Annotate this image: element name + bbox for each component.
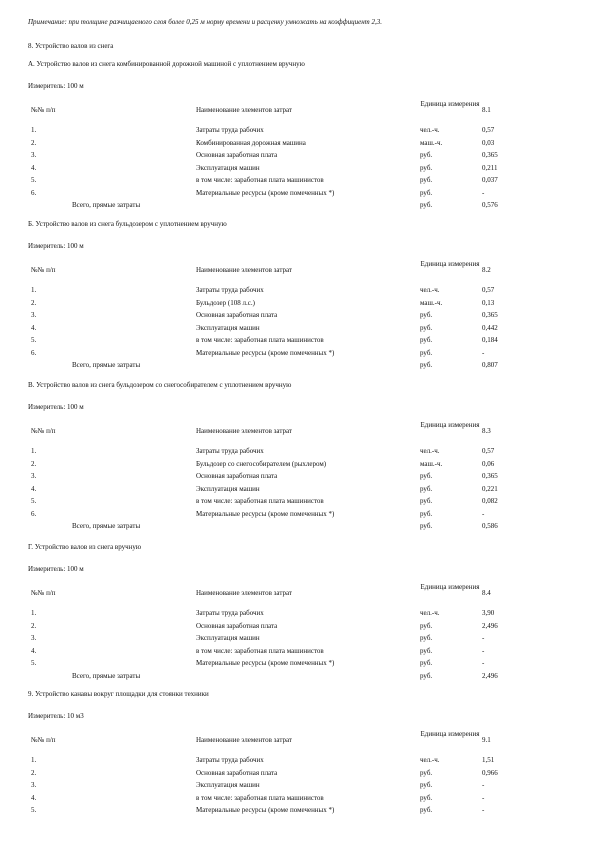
row-number: 3.	[31, 781, 37, 789]
header-name: Наименование элементов затрат	[196, 106, 292, 114]
header-num: №№ п/п	[31, 266, 56, 274]
row-number: 3.	[31, 311, 37, 319]
row-number: 4.	[31, 163, 37, 172]
row-unit: руб.	[420, 621, 433, 630]
row-name: Бульдозер со снегособирателем (рыхлером)	[196, 459, 327, 468]
row-number: 4.	[31, 484, 37, 493]
row-name: в том числе: заработная плата машинистов	[196, 336, 324, 344]
row-name: Эксплуатация машин	[196, 634, 260, 642]
row-value: -	[482, 781, 485, 789]
header-unit: Единица измерения	[420, 260, 480, 268]
row-value: -	[482, 659, 485, 667]
row-name: Бульдозер (108 л.с.)	[196, 298, 255, 307]
row-unit: руб.	[420, 188, 433, 197]
row-unit: руб.	[420, 484, 433, 493]
row-value: 0,184	[482, 336, 498, 344]
header-code: 8.2	[482, 266, 491, 274]
row-unit: чел.-ч.	[420, 126, 440, 134]
total-unit: руб.	[420, 361, 433, 369]
header-code: 8.1	[482, 106, 491, 114]
row-number: 3.	[31, 472, 37, 480]
row-name: Основная заработная плата	[196, 621, 278, 630]
total-value: 2,496	[482, 671, 498, 680]
row-value: 0,03	[482, 138, 495, 147]
row-value: 0,06	[482, 459, 495, 468]
row-name: в том числе: заработная плата машинистов	[196, 646, 324, 655]
total-label: Всего, прямые затраты	[72, 361, 141, 369]
measure-unit-label: Измеритель: 100 м	[28, 242, 84, 250]
row-number: 2.	[31, 768, 37, 777]
row-unit: руб.	[420, 509, 433, 518]
total-unit: руб.	[420, 522, 433, 530]
header-code: 8.3	[482, 427, 491, 435]
row-value: -	[482, 509, 485, 518]
row-number: 2.	[31, 621, 37, 630]
row-name: Материальные ресурсы (кроме помеченных *)	[196, 188, 335, 197]
row-name: Затраты труда рабочих	[196, 126, 264, 134]
row-number: 6.	[31, 509, 37, 518]
row-name: Затраты труда рабочих	[196, 447, 264, 455]
header-unit: Единица измерения	[420, 730, 480, 738]
measure-unit-label: Измеритель: 10 м3	[28, 712, 84, 720]
measure-unit-label: Измеритель: 100 м	[28, 82, 84, 90]
row-unit: руб.	[420, 472, 433, 480]
row-unit: руб.	[420, 336, 433, 344]
header-unit: Единица измерения	[420, 100, 480, 108]
total-value: 0,586	[482, 522, 498, 530]
row-number: 4.	[31, 793, 37, 802]
row-unit: руб.	[420, 768, 433, 777]
row-name: Основная заработная плата	[196, 768, 278, 777]
header-name: Наименование элементов затрат	[196, 736, 292, 744]
row-value: -	[482, 793, 485, 802]
total-value: 0,807	[482, 361, 498, 369]
row-unit: маш.-ч.	[420, 459, 443, 468]
row-name: в том числе: заработная плата машинистов	[196, 176, 324, 184]
row-unit: чел.-ч.	[420, 756, 440, 764]
row-number: 4.	[31, 323, 37, 332]
subsection-title: В. Устройство валов из снега бульдозером со снегособирателем с уплотнением вручную	[28, 381, 292, 389]
row-unit: чел.-ч.	[420, 609, 440, 617]
header-name: Наименование элементов затрат	[196, 427, 292, 435]
row-number: 3.	[31, 151, 37, 159]
row-value: 0,211	[482, 163, 498, 172]
header-num: №№ п/п	[31, 106, 56, 114]
row-number: 1.	[31, 756, 37, 764]
row-name: Затраты труда рабочих	[196, 609, 264, 617]
row-number: 2.	[31, 298, 37, 307]
row-unit: руб.	[420, 176, 433, 184]
header-code: 9.1	[482, 736, 491, 744]
row-unit: руб.	[420, 348, 433, 357]
row-unit: руб.	[420, 497, 433, 505]
measure-unit-label: Измеритель: 100 м	[28, 565, 84, 573]
row-value: 1,51	[482, 756, 495, 764]
row-value: 3,90	[482, 609, 495, 617]
total-unit: руб.	[420, 201, 433, 209]
row-number: 5.	[31, 176, 37, 184]
row-value: 2,496	[482, 621, 498, 630]
row-value: 0,57	[482, 286, 495, 294]
section-title: 8. Устройство валов из снега	[28, 42, 114, 50]
row-name: Затраты труда рабочих	[196, 756, 264, 764]
row-number: 5.	[31, 806, 37, 814]
row-unit: руб.	[420, 323, 433, 332]
row-number: 1.	[31, 447, 37, 455]
row-name: Затраты труда рабочих	[196, 286, 264, 294]
row-unit: руб.	[420, 311, 433, 319]
row-value: 0,365	[482, 151, 498, 159]
row-name: Материальные ресурсы (кроме помеченных *)	[196, 348, 335, 357]
row-value: -	[482, 646, 485, 655]
row-value: 0,037	[482, 176, 498, 184]
header-unit: Единица измерения	[420, 583, 480, 591]
row-value: 0,13	[482, 298, 495, 307]
total-value: 0,576	[482, 201, 498, 209]
header-unit: Единица измерения	[420, 421, 480, 429]
measure-unit-label: Измеритель: 100 м	[28, 403, 84, 411]
row-unit: руб.	[420, 659, 433, 667]
row-number: 5.	[31, 497, 37, 505]
row-name: Основная заработная плата	[196, 151, 278, 159]
row-name: Материальные ресурсы (кроме помеченных *)	[196, 509, 335, 518]
header-name: Наименование элементов затрат	[196, 589, 292, 597]
row-name: Комбинированная дорожная машина	[196, 138, 306, 147]
row-name: Материальные ресурсы (кроме помеченных *)	[196, 659, 335, 667]
total-label: Всего, прямые затраты	[72, 201, 141, 209]
row-number: 1.	[31, 609, 37, 617]
header-num: №№ п/п	[31, 736, 56, 744]
row-unit: руб.	[420, 151, 433, 159]
row-unit: руб.	[420, 646, 433, 655]
row-number: 2.	[31, 138, 37, 147]
row-number: 3.	[31, 634, 37, 642]
row-name: Эксплуатация машин	[196, 323, 260, 332]
row-number: 1.	[31, 126, 37, 134]
subsection-title: А. Устройство валов из снега комбинированной дорожной машиной с уплотнением вручную	[28, 60, 305, 68]
row-number: 2.	[31, 459, 37, 468]
row-name: Основная заработная плата	[196, 311, 278, 319]
row-value: -	[482, 188, 485, 197]
row-name: в том числе: заработная плата машинистов	[196, 793, 324, 802]
row-number: 5.	[31, 659, 37, 667]
subsection-title: Б. Устройство валов из снега бульдозером с уплотнением вручную	[28, 220, 227, 228]
row-unit: руб.	[420, 793, 433, 802]
row-number: 4.	[31, 646, 37, 655]
row-value: 0,966	[482, 768, 498, 777]
subsection-title: Г. Устройство валов из снега вручную	[28, 543, 142, 551]
row-value: -	[482, 634, 485, 642]
row-name: Эксплуатация машин	[196, 781, 260, 789]
row-name: Материальные ресурсы (кроме помеченных *)	[196, 806, 335, 814]
row-value: -	[482, 806, 485, 814]
row-unit: руб.	[420, 806, 433, 814]
total-label: Всего, прямые затраты	[72, 671, 141, 680]
row-value: 0,365	[482, 311, 498, 319]
row-value: 0,57	[482, 447, 495, 455]
row-number: 5.	[31, 336, 37, 344]
row-unit: руб.	[420, 163, 433, 172]
row-unit: руб.	[420, 634, 433, 642]
row-unit: чел.-ч.	[420, 286, 440, 294]
row-number: 6.	[31, 348, 37, 357]
row-name: Эксплуатация машин	[196, 163, 260, 172]
total-unit: руб.	[420, 671, 433, 680]
row-number: 6.	[31, 188, 37, 197]
row-value: 0,365	[482, 472, 498, 480]
header-code: 8.4	[482, 589, 491, 597]
row-value: -	[482, 348, 485, 357]
row-value: 0,442	[482, 323, 498, 332]
row-unit: маш.-ч.	[420, 298, 443, 307]
row-unit: маш.-ч.	[420, 138, 443, 147]
row-unit: руб.	[420, 781, 433, 789]
row-name: в том числе: заработная плата машинистов	[196, 497, 324, 505]
row-name: Основная заработная плата	[196, 472, 278, 480]
row-name: Эксплуатация машин	[196, 484, 260, 493]
header-num: №№ п/п	[31, 427, 56, 435]
header-num: №№ п/п	[31, 589, 56, 597]
row-number: 1.	[31, 286, 37, 294]
subsection-title: 9. Устройство канавы вокруг площадки для стоянки техники	[28, 690, 209, 698]
header-name: Наименование элементов затрат	[196, 266, 292, 274]
total-label: Всего, прямые затраты	[72, 522, 141, 530]
row-value: 0,082	[482, 497, 498, 505]
note-text: Примечание: при толщине разчищаемого слоя более 0,25 м норму времени и расценку умножать на коэффициент 2,3.	[28, 18, 382, 26]
row-value: 0,221	[482, 484, 498, 493]
row-unit: чел.-ч.	[420, 447, 440, 455]
row-value: 0,57	[482, 126, 495, 134]
